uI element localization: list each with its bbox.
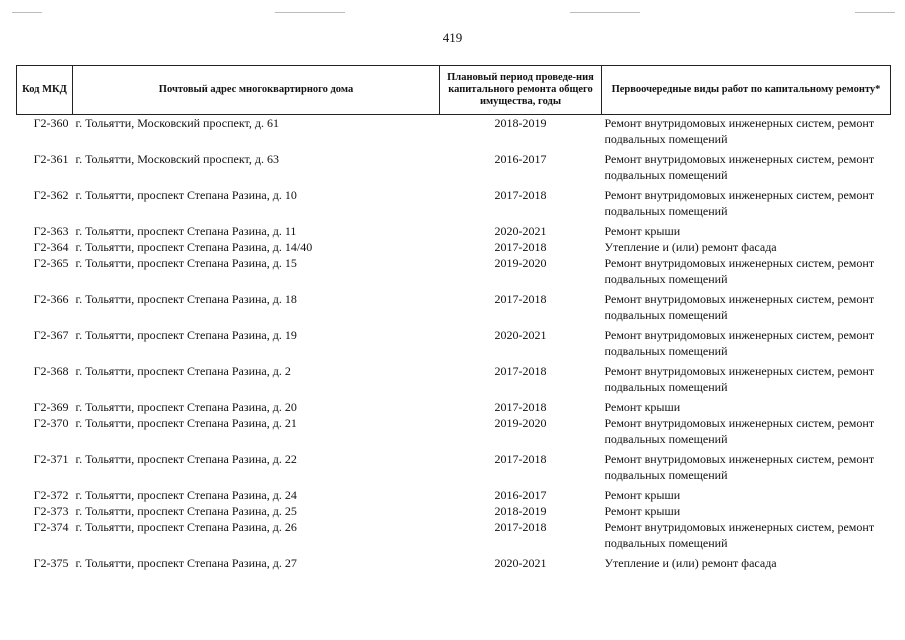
cell-period: 2018-2019 <box>494 116 547 130</box>
cell-period: 2017-2018 <box>494 400 547 414</box>
cell-code: Г2-373 <box>33 504 69 518</box>
cell-code: Г2-362 <box>33 188 69 202</box>
header-works: Первоочередные виды работ по капитальному ремонту* <box>602 66 891 115</box>
table-row <box>17 187 891 223</box>
cell-works: Ремонт внутридомовых инженерных систем, ремонт подвальных помещений <box>604 116 875 146</box>
cell-period: 2017-2018 <box>494 364 547 378</box>
cell-works: Ремонт внутридомовых инженерных систем, ремонт подвальных помещений <box>604 452 875 482</box>
table-row <box>17 223 891 239</box>
table-row <box>17 555 891 571</box>
cell-code: Г2-374 <box>33 520 69 534</box>
repair-schedule-table <box>16 65 891 571</box>
cell-period: 2020-2021 <box>494 328 547 342</box>
scan-artifact <box>275 12 345 13</box>
cell-code: Г2-370 <box>33 416 69 430</box>
cell-code: Г2-368 <box>33 364 69 378</box>
cell-period: 2019-2020 <box>494 256 547 270</box>
page-number: 419 <box>442 30 463 45</box>
table-row <box>17 503 891 519</box>
table-row <box>17 291 891 327</box>
table-row <box>17 327 891 363</box>
header-address: Почтовый адрес многоквартирного дома <box>73 66 440 115</box>
cell-code: Г2-365 <box>33 256 69 270</box>
table-row <box>17 115 891 152</box>
cell-works: Ремонт крыши <box>604 224 681 238</box>
cell-works: Ремонт внутридомовых инженерных систем, ремонт подвальных помещений <box>604 152 875 182</box>
cell-works: Ремонт внутридомовых инженерных систем, ремонт подвальных помещений <box>604 328 875 358</box>
cell-period: 2017-2018 <box>494 520 547 534</box>
table-row <box>17 399 891 415</box>
cell-works: Утепление и (или) ремонт фасада <box>604 240 777 254</box>
table-row <box>17 363 891 399</box>
scan-artifact <box>855 12 895 13</box>
cell-period: 2017-2018 <box>494 292 547 306</box>
cell-works: Ремонт крыши <box>604 400 681 414</box>
cell-works: Ремонт внутридомовых инженерных систем, ремонт подвальных помещений <box>604 292 875 322</box>
cell-address: г. Тольятти, проспект Степана Разина, д. 27 <box>75 556 297 570</box>
cell-works: Ремонт внутридомовых инженерных систем, ремонт подвальных помещений <box>604 188 875 218</box>
cell-code: Г2-371 <box>33 452 69 466</box>
table-body <box>17 115 891 572</box>
cell-address: г. Тольятти, проспект Степана Разина, д. 21 <box>75 416 297 430</box>
cell-address: г. Тольятти, проспект Степана Разина, д. 18 <box>75 292 297 306</box>
cell-works: Ремонт внутридомовых инженерных систем, ремонт подвальных помещений <box>604 416 875 446</box>
cell-period: 2016-2017 <box>494 152 547 166</box>
header-period: Плановый период проведе-ния капитального ремонта общего имущества, годы <box>440 66 602 115</box>
header-code: Код МКД <box>17 66 73 115</box>
cell-period: 2018-2019 <box>494 504 547 518</box>
cell-address: г. Тольятти, Московский проспект, д. 63 <box>75 152 279 166</box>
cell-period: 2020-2021 <box>494 556 547 570</box>
cell-address: г. Тольятти, проспект Степана Разина, д. 20 <box>75 400 297 414</box>
table-row <box>17 451 891 487</box>
cell-works: Ремонт внутридомовых инженерных систем, ремонт подвальных помещений <box>604 520 875 550</box>
cell-period: 2017-2018 <box>494 240 547 254</box>
table-row <box>17 255 891 291</box>
cell-code: Г2-369 <box>33 400 69 414</box>
scan-artifact <box>570 12 640 13</box>
cell-address: г. Тольятти, проспект Степана Разина, д. 19 <box>75 328 297 342</box>
cell-address: г. Тольятти, проспект Степана Разина, д. 2 <box>75 364 291 378</box>
cell-address: г. Тольятти, проспект Степана Разина, д. 25 <box>75 504 297 518</box>
cell-address: г. Тольятти, проспект Степана Разина, д. 14/40 <box>75 240 313 254</box>
cell-address: г. Тольятти, проспект Степана Разина, д. 22 <box>75 452 297 466</box>
cell-code: Г2-372 <box>33 488 69 502</box>
cell-code: Г2-375 <box>33 556 69 570</box>
table-row <box>17 151 891 187</box>
cell-address: г. Тольятти, проспект Степана Разина, д. 26 <box>75 520 297 534</box>
table-row <box>17 487 891 503</box>
cell-code: Г2-363 <box>33 224 69 238</box>
cell-works: Ремонт крыши <box>604 488 681 502</box>
cell-works: Утепление и (или) ремонт фасада <box>604 556 777 570</box>
cell-works: Ремонт внутридомовых инженерных систем, ремонт подвальных помещений <box>604 364 875 394</box>
table-row <box>17 519 891 555</box>
cell-code: Г2-360 <box>33 116 69 130</box>
scan-artifact <box>12 12 42 13</box>
table-row <box>17 415 891 451</box>
cell-code: Г2-366 <box>33 292 69 306</box>
cell-period: 2020-2021 <box>494 224 547 238</box>
cell-address: г. Тольятти, Московский проспект, д. 61 <box>75 116 279 130</box>
cell-code: Г2-367 <box>33 328 69 342</box>
table-header-row <box>17 66 891 115</box>
table-row <box>17 239 891 255</box>
cell-address: г. Тольятти, проспект Степана Разина, д. 10 <box>75 188 297 202</box>
cell-address: г. Тольятти, проспект Степана Разина, д. 15 <box>75 256 297 270</box>
cell-period: 2017-2018 <box>494 188 547 202</box>
cell-address: г. Тольятти, проспект Степана Разина, д. 24 <box>75 488 297 502</box>
cell-period: 2016-2017 <box>494 488 547 502</box>
cell-code: Г2-364 <box>33 240 69 254</box>
cell-code: Г2-361 <box>33 152 69 166</box>
cell-address: г. Тольятти, проспект Степана Разина, д. 11 <box>75 224 297 238</box>
cell-period: 2017-2018 <box>494 452 547 466</box>
cell-period: 2019-2020 <box>494 416 547 430</box>
cell-works: Ремонт внутридомовых инженерных систем, ремонт подвальных помещений <box>604 256 875 286</box>
cell-works: Ремонт крыши <box>604 504 681 518</box>
